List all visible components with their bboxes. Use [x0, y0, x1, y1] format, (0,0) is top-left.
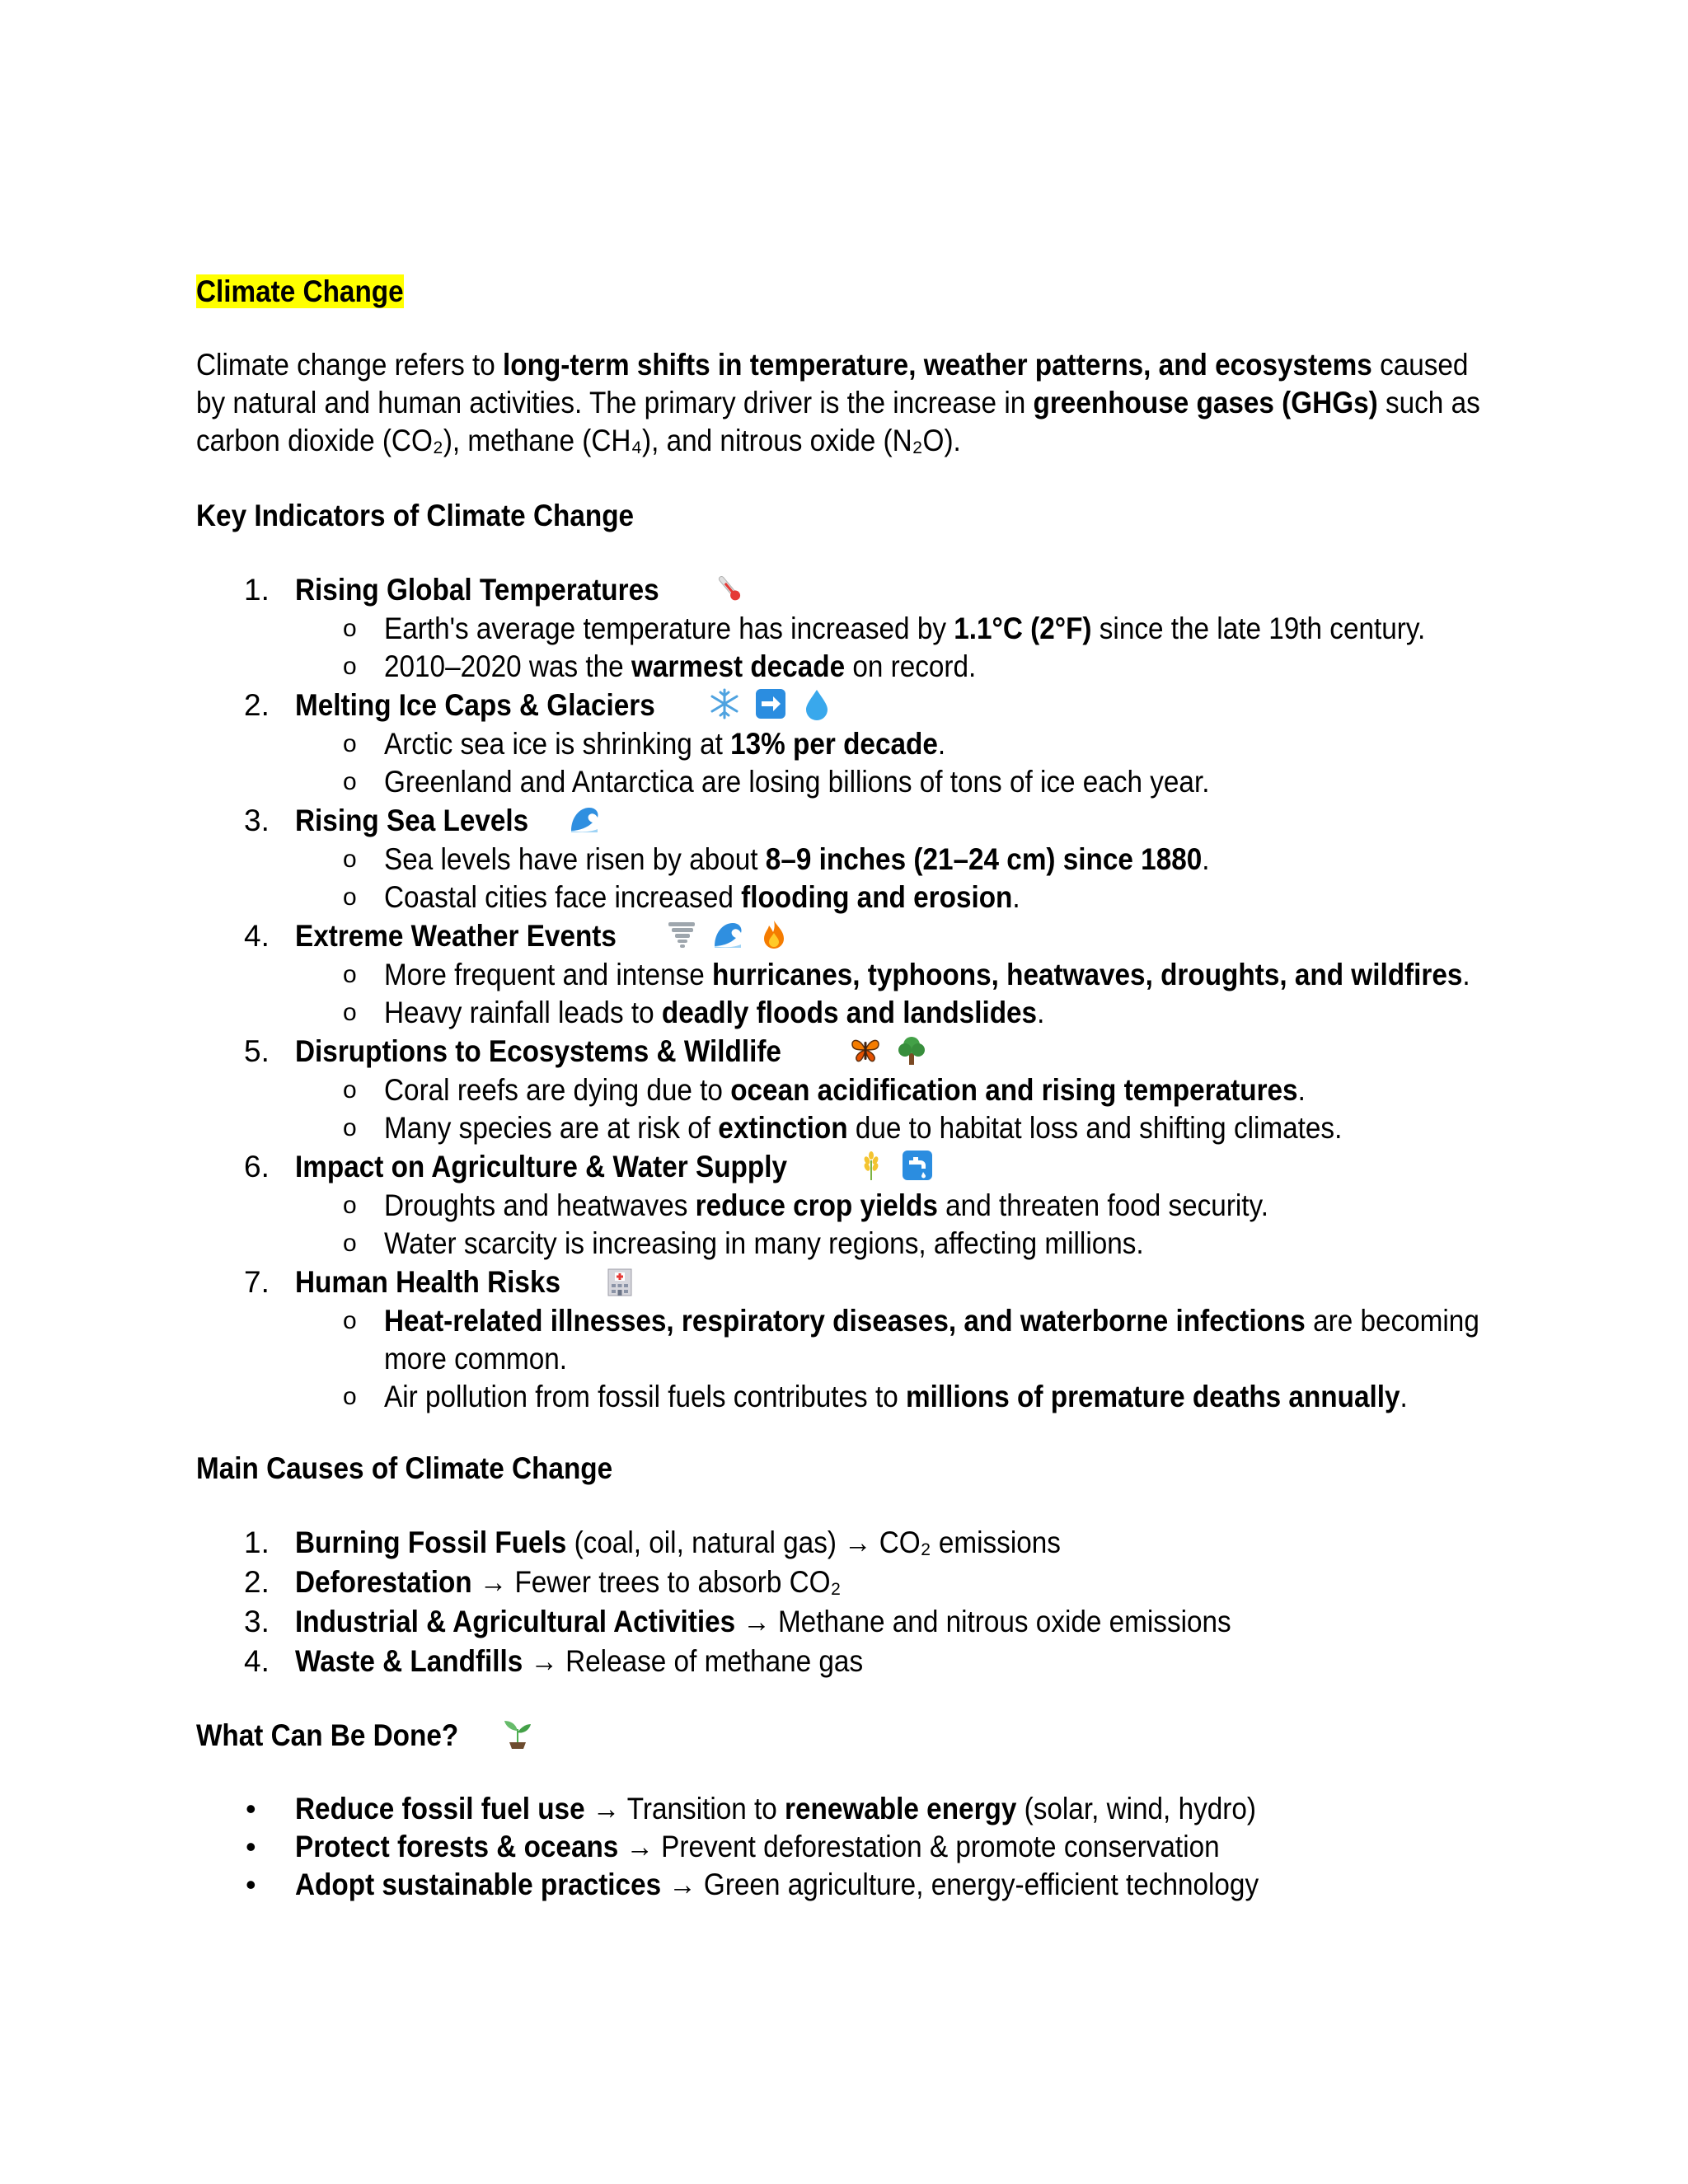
detail-text-plain: Coastal cities face increased	[384, 880, 742, 914]
indicator-detail	[196, 956, 1515, 994]
fire-icon	[757, 918, 790, 951]
detail-text-plain: since the late 19th century.	[1091, 612, 1426, 645]
detail-text-bold: reduce crop yields	[695, 1188, 938, 1222]
indicator-detail	[196, 1187, 1515, 1225]
detail-text	[295, 841, 1393, 879]
indicator-detail	[196, 1071, 1515, 1109]
detail-text	[295, 763, 1393, 801]
detail-text-bold: millions of premature deaths annually	[905, 1380, 1400, 1413]
actions-heading: What Can Be Done?	[196, 1714, 1515, 1757]
list-number: 6.	[244, 1150, 270, 1183]
detail-text-plain: .	[1012, 880, 1020, 914]
detail-text-plain: .	[1202, 842, 1210, 876]
action-plain: (solar, wind, hydro)	[1016, 1792, 1256, 1825]
cause-rest: (coal, oil, natural gas) → CO₂ emissions	[566, 1526, 1061, 1559]
detail-text	[295, 1378, 1408, 1416]
indicator-detail	[196, 841, 1515, 879]
action-text	[295, 1790, 1256, 1828]
action-bold: Protect forests & oceans	[295, 1830, 619, 1863]
detail-text-bold: deadly floods and landslides	[661, 996, 1038, 1029]
detail-text	[295, 994, 1393, 1032]
action-item	[196, 1866, 1515, 1904]
droplet-icon	[800, 687, 833, 720]
action-bold: Adopt sustainable practices	[295, 1868, 662, 1901]
cause-bold: Industrial & Agricultural Activities	[295, 1605, 736, 1638]
document-content	[196, 270, 1515, 1904]
action-text	[295, 1828, 1220, 1866]
cause-bold: Waste & Landfills	[295, 1644, 523, 1678]
action-item	[196, 1828, 1515, 1866]
bullet-circle: o	[343, 1383, 357, 1410]
detail-text	[295, 1302, 1479, 1340]
indicator-item	[196, 916, 1515, 1032]
cause-item	[196, 1602, 1515, 1642]
detail-text-plain: Greenland and Antarctica are losing billions of tons of ice each year.	[384, 765, 1210, 799]
detail-text-plain: .	[1297, 1073, 1306, 1107]
detail-text-plain: Sea levels have risen by about	[384, 842, 766, 876]
indicator-detail	[196, 1378, 1515, 1416]
bullet-circle: o	[343, 1114, 357, 1141]
bullet-circle: o	[343, 846, 357, 873]
bullet-circle: o	[343, 1307, 357, 1334]
detail-text	[295, 1071, 1393, 1109]
detail-text-plain: Heavy rainfall leads to	[384, 996, 662, 1029]
detail-text-plain: Coral reefs are dying due to	[384, 1073, 731, 1107]
intro-text: such as	[1377, 386, 1480, 419]
detail-text	[295, 879, 1393, 916]
indicator-item	[196, 1032, 1515, 1147]
list-number: 4.	[244, 919, 270, 953]
detail-text-plain: .	[1400, 1380, 1408, 1413]
bullet-circle: o	[343, 1230, 357, 1257]
intro-bold: greenhouse gases (GHGs)	[1033, 386, 1378, 419]
indicator-item	[196, 1147, 1515, 1263]
causes-list	[196, 1523, 1515, 1681]
action-bold: Reduce fossil fuel use	[295, 1792, 585, 1825]
indicator-title-text: Extreme Weather Events	[295, 919, 617, 953]
detail-text-bold: 1.1°C (2°F)	[954, 612, 1092, 645]
list-number: 5.	[244, 1034, 270, 1068]
indicator-details	[196, 1187, 1515, 1263]
list-number: 2.	[244, 688, 270, 722]
detail-text-plain: Droughts and heatwaves	[384, 1188, 696, 1222]
cause-bold: Deforestation	[295, 1565, 472, 1599]
indicator-details	[196, 956, 1515, 1032]
cause-text	[295, 1642, 863, 1681]
actions-list	[196, 1790, 1515, 1904]
indicator-detail	[196, 648, 1515, 686]
action-plain: → Green agriculture, energy-efficient technology	[661, 1868, 1259, 1901]
indicator-details	[196, 725, 1515, 801]
seedling-icon	[501, 1718, 534, 1750]
indicator-title	[295, 1147, 787, 1187]
indicator-title-text: Disruptions to Ecosystems & Wildlife	[295, 1034, 781, 1068]
detail-text	[295, 610, 1426, 648]
bullet-circle: o	[343, 961, 357, 988]
intro-bold: long-term shifts in temperature, weather patterns, and ecosystems	[503, 348, 1372, 382]
indicator-title-text: Rising Global Temperatures	[295, 573, 659, 607]
indicator-title	[295, 1032, 781, 1071]
bullet-dot: •	[246, 1792, 256, 1825]
cause-rest: → Fewer trees to absorb CO₂	[471, 1565, 842, 1599]
list-number: 1.	[244, 573, 270, 607]
detail-text	[295, 725, 1393, 763]
indicator-detail	[196, 1225, 1515, 1263]
detail-text-plain: due to habitat loss and shifting climates.	[847, 1111, 1343, 1145]
indicator-detail	[196, 1109, 1515, 1147]
indicator-detail	[196, 994, 1515, 1032]
bullet-dot: •	[246, 1868, 256, 1901]
detail-text-plain: on record.	[845, 649, 977, 683]
cause-text	[295, 1523, 1061, 1563]
causes-heading: Main Causes of Climate Change	[196, 1451, 613, 1485]
bullet-circle: o	[343, 768, 357, 795]
document-title	[196, 270, 1515, 313]
bullet-circle: o	[343, 1076, 357, 1104]
indicator-detail	[196, 879, 1515, 916]
detail-text-plain: Many species are at risk of	[384, 1111, 719, 1145]
right-arrow-icon	[754, 687, 787, 720]
indicator-item	[196, 1263, 1515, 1416]
detail-text	[295, 648, 1393, 686]
indicator-item	[196, 570, 1515, 686]
intro-text: caused	[1372, 348, 1469, 382]
action-item	[196, 1790, 1515, 1828]
detail-text	[295, 956, 1470, 994]
bullet-circle: o	[343, 883, 357, 911]
bullet-dot: •	[246, 1830, 256, 1863]
butterfly-icon	[849, 1033, 882, 1066]
intro-text: by natural and human activities. The primary driver is the increase in	[196, 386, 1034, 419]
detail-text-bold: extinction	[718, 1111, 848, 1145]
detail-text-plain: .	[937, 727, 946, 761]
bullet-circle: o	[343, 615, 357, 642]
indicators-list	[196, 570, 1515, 1416]
water-tap-icon	[901, 1149, 934, 1182]
detail-text	[295, 1225, 1393, 1263]
wave-icon	[568, 803, 601, 836]
list-number: 3.	[244, 804, 270, 837]
thermometer-icon	[713, 572, 746, 605]
intro-text: carbon dioxide (CO₂), methane (CH₄), and nitrous oxide (N₂O).	[196, 424, 961, 457]
hospital-icon	[603, 1264, 636, 1297]
indicator-title-text: Rising Sea Levels	[295, 804, 529, 837]
indicator-title	[295, 570, 659, 610]
bullet-circle: o	[343, 1192, 357, 1219]
detail-text-bold: ocean acidification and rising temperatures	[730, 1073, 1298, 1107]
cause-item	[196, 1563, 1515, 1602]
wave-icon	[711, 918, 744, 951]
list-number: 7.	[244, 1265, 270, 1299]
cause-rest: → Methane and nitrous oxide emissions	[735, 1605, 1231, 1638]
action-bold: renewable energy	[785, 1792, 1017, 1825]
tornado-icon	[665, 918, 698, 951]
cause-text	[295, 1563, 841, 1602]
detail-text-plain: and threaten food security.	[937, 1188, 1268, 1222]
detail-text-bold: flooding and erosion	[741, 880, 1013, 914]
indicator-title	[295, 916, 617, 956]
cause-item	[196, 1642, 1515, 1681]
detail-text-plain: .	[1037, 996, 1045, 1029]
bullet-circle: o	[343, 999, 357, 1026]
detail-text-plain: 2010–2020 was the	[384, 649, 631, 683]
detail-text-plain: Water scarcity is increasing in many regions, affecting millions.	[384, 1226, 1144, 1260]
action-plain: → Prevent deforestation & promote conservation	[618, 1830, 1220, 1863]
snowflake-icon	[708, 687, 741, 720]
cause-item	[196, 1523, 1515, 1563]
indicators-heading: Key Indicators of Climate Change	[196, 499, 635, 532]
indicator-details	[196, 610, 1515, 686]
indicator-item	[196, 686, 1515, 801]
list-number: 3.	[244, 1605, 270, 1638]
indicator-details	[196, 1071, 1515, 1147]
indicator-title-text: Human Health Risks	[295, 1265, 561, 1299]
intro-paragraph	[196, 346, 1515, 460]
indicator-detail	[196, 610, 1515, 648]
detail-text-plain: are becoming	[1305, 1304, 1479, 1338]
list-number: 4.	[244, 1644, 270, 1678]
cause-bold: Burning Fossil Fuels	[295, 1526, 567, 1559]
detail-text-bold: 8–9 inches (21–24 cm) since 1880	[765, 842, 1203, 876]
indicator-title-text: Impact on Agriculture & Water Supply	[295, 1150, 787, 1183]
indicator-detail	[196, 725, 1515, 763]
indicator-title-text: Melting Ice Caps & Glaciers	[295, 688, 655, 722]
detail-text-plain: .	[1462, 958, 1470, 991]
detail-text-plain: Earth's average temperature has increased by	[384, 612, 954, 645]
detail-text	[295, 1109, 1393, 1147]
action-text	[295, 1866, 1259, 1904]
list-number: 1.	[244, 1526, 270, 1559]
bullet-circle: o	[343, 730, 357, 757]
detail-text-bold: Heat-related illnesses, respiratory diseases, and waterborne infections	[384, 1304, 1306, 1338]
indicator-details	[196, 1302, 1515, 1416]
tree-icon	[895, 1033, 928, 1066]
wheat-icon	[855, 1149, 888, 1182]
indicator-title	[295, 686, 655, 725]
bullet-circle: o	[343, 653, 357, 680]
detail-text	[295, 1187, 1393, 1225]
list-number: 2.	[244, 1565, 270, 1599]
intro-text: Climate change refers to	[196, 348, 504, 382]
detail-text-bold: hurricanes, typhoons, heatwaves, droughts, and wildfires	[712, 958, 1463, 991]
detail-text-plain: Arctic sea ice is shrinking at	[384, 727, 731, 761]
action-plain: → Transition to	[584, 1792, 785, 1825]
detail-text-bold: warmest decade	[631, 649, 846, 683]
detail-text-plain: Air pollution from fossil fuels contributes to	[384, 1380, 906, 1413]
indicator-title	[295, 801, 528, 841]
indicator-details	[196, 841, 1515, 916]
indicator-detail	[196, 1302, 1515, 1378]
cause-rest: → Release of methane gas	[523, 1644, 864, 1678]
cause-text	[295, 1602, 1231, 1642]
detail-text-bold: 13% per decade	[730, 727, 938, 761]
title-highlight: Climate Change	[196, 274, 404, 308]
indicator-item	[196, 801, 1515, 916]
detail-text-plain: More frequent and intense	[384, 958, 713, 991]
indicator-detail	[196, 763, 1515, 801]
indicator-title	[295, 1263, 560, 1302]
detail-text-continued: more common.	[384, 1342, 568, 1376]
